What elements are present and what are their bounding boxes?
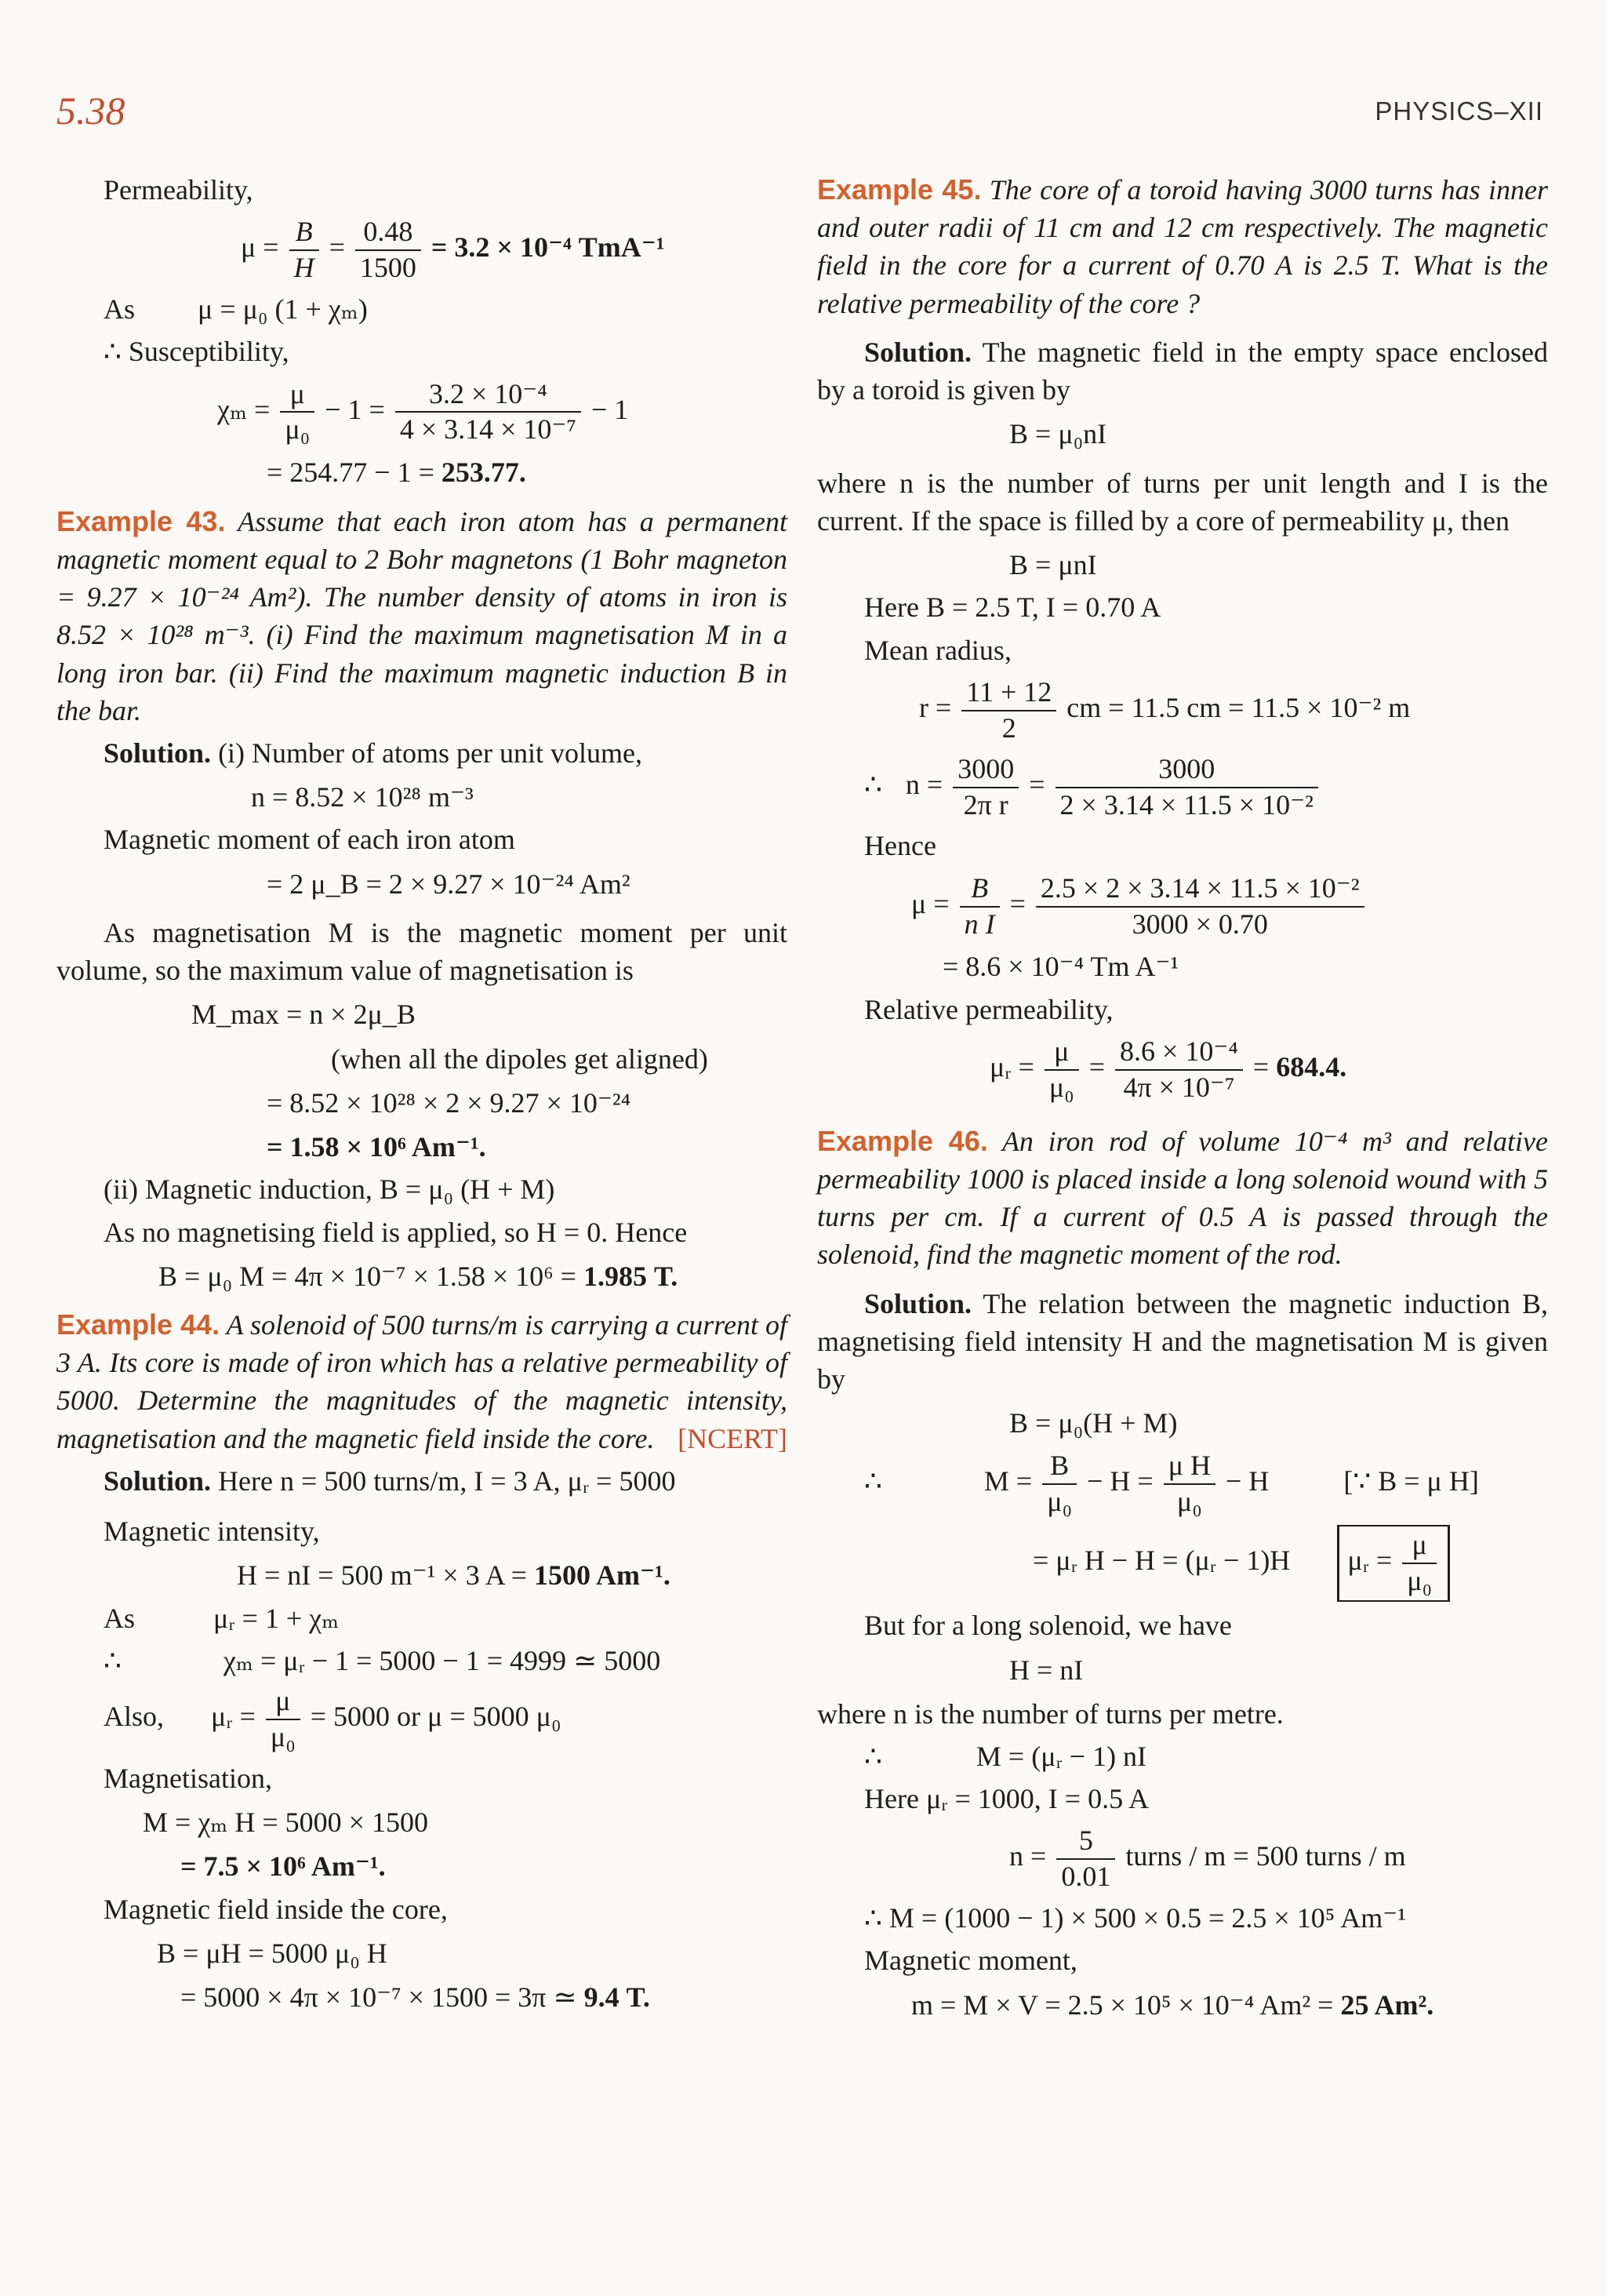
running-title: PHYSICS–XII	[1375, 96, 1543, 126]
equation: B = μ₀(H + M)	[1009, 1407, 1178, 1439]
text-line: (when all the dipoles get aligned)	[331, 1042, 708, 1075]
example-label: Example 46.	[817, 1124, 988, 1157]
ncert-tag: [NCERT]	[678, 1422, 787, 1454]
fraction: $\frac{\mu}{\text{μ₀}}$	[280, 377, 314, 448]
fraction: $\frac{5}{0.01}$	[1056, 1824, 1115, 1894]
text-line: But for a long solenoid, we have	[864, 1610, 1232, 1642]
fraction: $\frac{\text{μ H}}{\text{μ₀}}$	[1164, 1449, 1215, 1519]
fraction: $\frac{\text{2.5 × 2 × 3.14 × 11.5 × 10⁻²}}{3000 \times 0.70}$	[1036, 871, 1364, 942]
equation-radius: r = $\frac{11 + 12}{2}$ cm = 11.5 cm = 11.5 × 10⁻² m	[817, 675, 1548, 746]
equation-result: m = M × V = 2.5 × 10⁵ × 10⁻⁴ Am² = 25 Am².	[911, 1989, 1434, 2021]
fraction: $\frac{\text{3.2 × 10⁻⁴}}{\text{4 × 3.14 × 10⁻⁷}}$	[395, 377, 581, 448]
equation: B = μ₀nI	[1009, 418, 1107, 450]
fraction: $\frac{3000}{\text{2 × 3.14 × 11.5 × 10⁻²}}$	[1056, 752, 1318, 823]
text-line: Relative permeability,	[864, 993, 1114, 1025]
solution-paragraph: Solution. The relation between the magnetic induction B, magnetising field intensity H and the magnetisation M is given by	[817, 1287, 1548, 1395]
equation-mu: μ = $\frac{B}{\text{n I}}$ = $\frac{\text{2.5 × 2 × 3.14 × 11.5 × 10⁻²}}{3000 \times 0.70}$	[817, 871, 1548, 942]
solution-paragraph: Solution. The magnetic field in the empty space enclosed by a toroid is given by	[817, 336, 1548, 406]
equation: n = 8.52 × 10²⁸ m⁻³	[251, 781, 474, 813]
example-43: Example 43. Assume that each iron atom has a permanent magnetic moment equal to 2 Bohr magnetons (1 Bohr magneton = 9.27 × 10⁻²⁴ Am²). The number density of atoms in iron is 8.52 × 10²⁸ m⁻³. (i) Find the maximum magnetisation M in a long iron bar. (ii) Find the maximum magnetic induction B in the bar.	[56, 504, 787, 726]
page-number: 5.38	[56, 89, 125, 133]
text-paragraph: As magnetisation M is the magnetic moment per unit volume, so the maximum value of magnetisation is	[56, 916, 787, 987]
text-line: Magnetic field inside the core,	[104, 1893, 448, 1925]
bracket-note: μᵣ = $\frac{\mu}{\text{μ₀}}$	[1337, 1525, 1450, 1602]
fraction: $\frac{B}{\text{n I}}$	[960, 871, 1000, 942]
equation: B = μnI	[1009, 549, 1097, 581]
text-line: Also, μᵣ = $\frac{\mu}{\text{μ₀}}$ = 5000 or μ = 5000 μ₀	[56, 1684, 787, 1755]
equation-result: = 8.6 × 10⁻⁴ Tm A⁻¹	[943, 951, 1179, 983]
text-line: ∴ Susceptibility,	[104, 336, 289, 368]
text-line: Here μᵣ = 1000, I = 0.5 A	[864, 1783, 1150, 1815]
equation-result: = 5000 × 4π × 10⁻⁷ × 1500 = 3π ≃ 9.4 T.	[180, 1981, 650, 2014]
text-line: As μ = μ₀ (1 + χₘ)	[104, 293, 368, 326]
text-line: Magnetic intensity,	[104, 1516, 320, 1548]
equation: = 8.52 × 10²⁸ × 2 × 9.27 × 10⁻²⁴	[267, 1086, 631, 1119]
equation-result: = 7.5 × 10⁶ Am⁻¹.	[180, 1850, 386, 1883]
example-46: Example 46. An iron rod of volume 10⁻⁴ m³ and relative permeability 1000 is placed inside a long solenoid wound with 5 turns per cm. If a current of 0.5 A is passed through the solenoid, find the magnetic moment of the rod.	[817, 1124, 1548, 1271]
fraction: $\frac{\mu}{\text{μ₀}}$	[1045, 1035, 1079, 1105]
equation: = μᵣ H − H = (μᵣ − 1)H μᵣ = $\frac{\mu}{\text{μ₀}}$	[817, 1525, 1548, 1602]
example-label: Example 44.	[56, 1308, 220, 1341]
text-line: Hence	[864, 830, 936, 862]
left-column	[56, 171, 787, 2016]
right-column	[817, 171, 1548, 2024]
text-line: As no magnetising field is applied, so H = 0. Hence	[104, 1216, 688, 1248]
equation: = 2 μ_B = 2 × 9.27 × 10⁻²⁴ Am²	[267, 868, 630, 900]
equation: H = nI	[1009, 1654, 1084, 1686]
equation: M_max = n × 2μ_B	[191, 999, 416, 1031]
equation-susceptibility: χₘ = $\frac{\mu}{\text{μ₀}}$ − 1 = $\frac{\text{3.2 × 10⁻⁴}}{\text{4 × 3.14 × 10⁻⁷}}$ − 1	[56, 377, 787, 448]
page-header	[56, 85, 1543, 132]
equation: ∴ M = (1000 − 1) × 500 × 0.5 = 2.5 × 10⁵ Am⁻¹	[864, 1902, 1407, 1934]
equation-relative-permeability: μᵣ = $\frac{\mu}{\text{μ₀}}$ = $\frac{\text{8.6 × 10⁻⁴}}{\text{4π × 10⁻⁷}}$ = 684.4.	[817, 1035, 1548, 1105]
equation-turns: ∴ n = $\frac{3000}{\text{2π r}}$ = $\frac{3000}{\text{2 × 3.14 × 11.5 × 10⁻²}}$	[817, 752, 1548, 823]
equation-permeability: μ = $\frac{B}{H}$ = $\frac{0.48}{1500}$ = 3.2 × 10⁻⁴ TmA⁻¹	[56, 215, 787, 286]
equation: M = χₘ H = 5000 × 1500	[143, 1807, 428, 1839]
solution-line: Solution. Here n = 500 turns/m, I = 3 A, μᵣ = 5000	[104, 1465, 676, 1497]
text-line: Magnetic moment of each iron atom	[104, 824, 515, 856]
equation: H = nI = 500 m⁻¹ × 3 A = 1500 Am⁻¹.	[237, 1559, 670, 1592]
text-line: Permeability,	[104, 174, 253, 206]
fraction: $\frac{\mu}{\text{μ₀}}$	[1402, 1528, 1437, 1599]
fraction: $\frac{\mu}{\text{μ₀}}$	[266, 1684, 300, 1755]
text-line: Magnetic moment,	[864, 1945, 1077, 1977]
fraction: $\frac{0.48}{1500}$	[355, 215, 421, 286]
text-line: As μᵣ = 1 + χₘ	[104, 1602, 340, 1634]
equation-magnetisation: ∴ M = $\frac{B}{\text{μ₀}}$ − H = $\frac{\text{μ H}}{\text{μ₀}}$ − H [∵ B = μ H]	[817, 1449, 1548, 1519]
fraction: $\frac{B}{H}$	[289, 215, 319, 286]
example-label: Example 45.	[817, 173, 982, 206]
equation: n = $\frac{5}{0.01}$ turns / m = 500 turns / m	[817, 1824, 1548, 1894]
text-line: where n is the number of turns per metre.	[817, 1697, 1284, 1730]
equation-result: = 1.58 × 10⁶ Am⁻¹.	[267, 1131, 486, 1163]
equation-result: = 254.77 − 1 = 253.77.	[267, 457, 526, 489]
text-line: Here B = 2.5 T, I = 0.70 A	[864, 591, 1161, 624]
text-line: (ii) Magnetic induction, B = μ₀ (H + M)	[104, 1173, 555, 1206]
fraction: $\frac{11 + 12}{2}$	[961, 675, 1056, 746]
text-line: ∴ χₘ = μᵣ − 1 = 5000 − 1 = 4999 ≃ 5000	[104, 1644, 661, 1676]
fraction: $\frac{\text{8.6 × 10⁻⁴}}{\text{4π × 10⁻⁷}}$	[1115, 1035, 1243, 1105]
text-line: Mean radius,	[864, 634, 1012, 666]
solution-line: Solution. (i) Number of atoms per unit volume,	[104, 737, 642, 769]
text-paragraph: where n is the number of turns per unit length and I is the current. If the space is filled by a core of permeability μ, then	[817, 467, 1548, 537]
equation: ∴ M = (μᵣ − 1) nI	[864, 1740, 1147, 1772]
equation: B = μH = 5000 μ₀ H	[157, 1937, 387, 1969]
fraction: $\frac{B}{\text{μ₀}}$	[1042, 1449, 1077, 1519]
example-label: Example 43.	[56, 504, 226, 537]
equation-result: B = μ₀ M = 4π × 10⁻⁷ × 1.58 × 10⁶ = 1.985 T.	[158, 1260, 678, 1292]
example-45: Example 45. The core of a toroid having 3000 turns has inner and outer radii of 11 cm and 12 cm respectively. The magnetic field in the core for a current of 0.70 A is 2.5 T. What is the relative permeability of the core ?	[817, 173, 1549, 319]
example-44: Example 44. A solenoid of 500 turns/m is carrying a current of 3 A. Its core is made of iron which has a relative permeability of 5000. Determine the magnitudes of the magnetic intensity, magnetisation and the magnetic field inside the core. [NCERT]	[56, 1306, 787, 1457]
fraction: $\frac{3000}{\text{2π r}}$	[953, 752, 1019, 823]
text-line: Magnetisation,	[104, 1762, 272, 1794]
